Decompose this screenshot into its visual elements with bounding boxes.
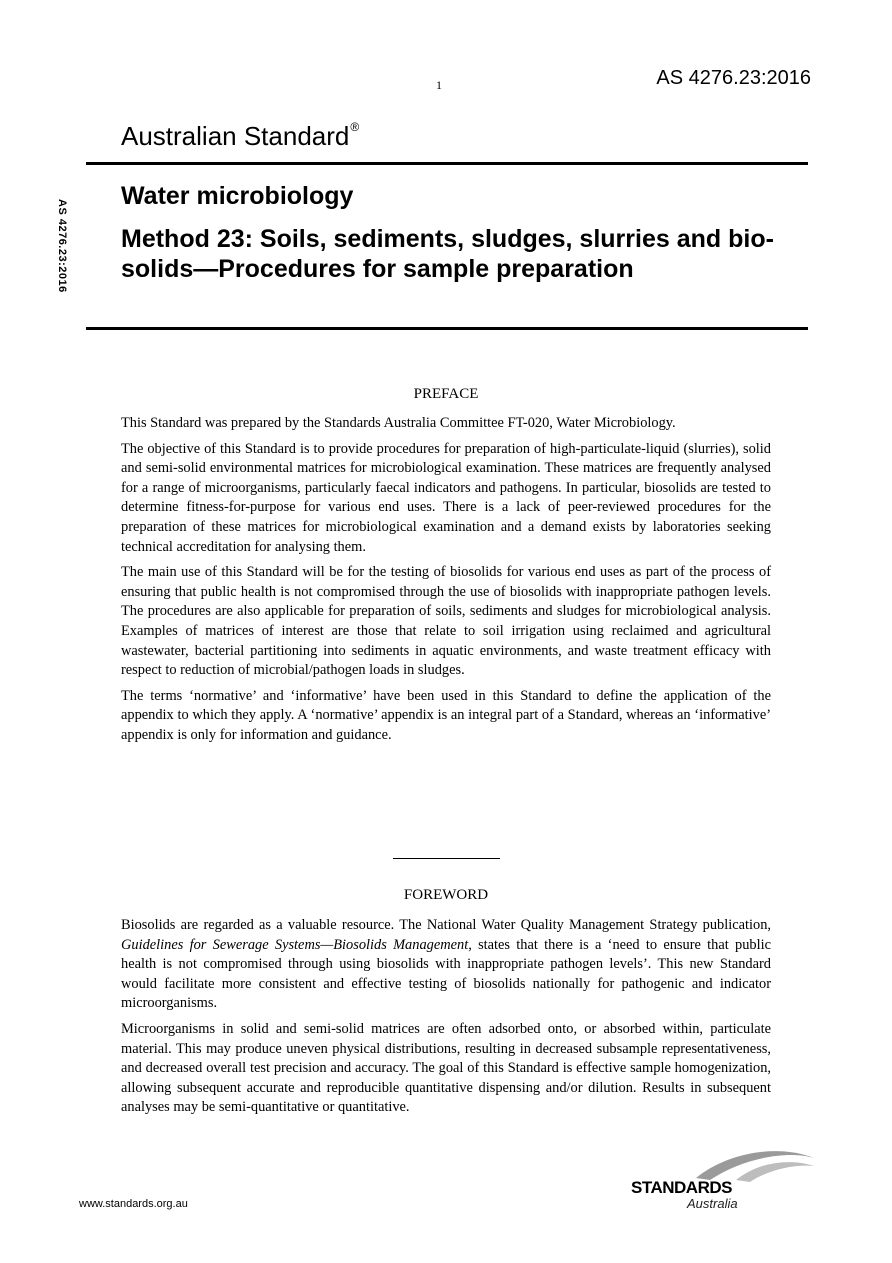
page-number: 1: [436, 78, 442, 92]
preface-paragraph: The terms ‘normative’ and ‘informative’ have been used in this Standard to define the application of the appendix to which they apply. A ‘normative’ appendix is an integral part of a Standard, whereas an ‘informative’ appendix is only for information and guidance.: [121, 687, 771, 743]
preface-paragraph: The objective of this Standard is to provide procedures for preparation of high-particulate-liquid (slurries), solid and semi-solid environmental matrices for microbiological examination. These matrices are frequently analysed for a range of microorganisms, particularly faecal indicators and pathogens. In particular, biosolids are tested to determine fitness-for-purpose for various end uses. There is a lack of peer-reviewed procedures for the preparation of these matrices for microbiological examination and a demand exists by laboratories seeking technical accreditation for analysing them.: [121, 440, 771, 555]
side-label-text: AS 4276.23:2016: [56, 199, 68, 293]
foreword-body: [121, 916, 771, 1124]
title-rule-top: [86, 162, 808, 165]
foreword-heading: FOREWORD: [403, 887, 489, 903]
foreword-paragraph: [121, 916, 771, 1014]
side-label: [58, 199, 78, 319]
standard-code: AS 4276.23:2016: [656, 67, 811, 89]
foreword-paragraph: Microorganisms in solid and semi-solid matrices are often adsorbed onto, or absorbed within, particulate material. This may produce uneven physical distributions, resulting in decreased subsample representativeness, and decreased overall test precision and accuracy. The goal of this Standard is effective sample homogenization, allowing subsequent accurate and reproducible quantitative dispensing and/or dilution. Results in subsequent analyses may be semi-quantitative or quantitative.: [121, 1020, 771, 1116]
logo-wordmark: STANDARDS: [631, 1178, 732, 1197]
preface-body: [121, 414, 771, 752]
document-title: [121, 181, 801, 284]
logo-subtitle: Australia: [687, 1196, 738, 1211]
section-divider: [393, 858, 500, 859]
foreword-text: Biosolids are regarded as a valuable resource. The National Water Quality Management Strategy publication,: [121, 917, 771, 933]
footer-url[interactable]: www.standards.org.au: [79, 1198, 188, 1210]
series-name: [121, 121, 359, 152]
publication-title: Guidelines for Sewerage Systems—Biosolids Management: [121, 936, 469, 953]
preface-heading: PREFACE: [413, 386, 479, 402]
title-line-2: Method 23: Soils, sediments, sludges, slurries and bio-solids—Procedures for sample preparation: [121, 225, 774, 283]
registered-mark: ®: [350, 120, 360, 135]
preface-paragraph: This Standard was prepared by the Standards Australia Committee FT-020, Water Microbiology.: [121, 415, 676, 431]
title-line-1: Water microbiology: [121, 182, 354, 210]
series-name-text: Australian Standard: [121, 121, 350, 151]
preface-paragraph: The main use of this Standard will be for the testing of biosolids for various end uses as part of the process of ensuring that public health is not compromised through the use of biosolids with inappropriate pathogen levels. The procedures are also applicable for preparation of soils, sediments and sludges for microbiological analysis. Examples of matrices of interest are those that relate to soil irrigation using reclaimed and agricultural wastewater, bacterial partitioning into sediments in aquatic environments, and waste treatment efficacy with respect to reduction of microbial/pathogen loads in sludges.: [121, 564, 771, 679]
title-rule-bottom: [86, 327, 808, 330]
foreword-text: , states that there is a ‘need to ensure that public health is not compromised through using biosolids with inappropriate pathogen levels’. This new Standard would facilitate more consistent and effective testing of biosolids nationally for pathogenic and indicator microorganisms.: [121, 936, 771, 1012]
